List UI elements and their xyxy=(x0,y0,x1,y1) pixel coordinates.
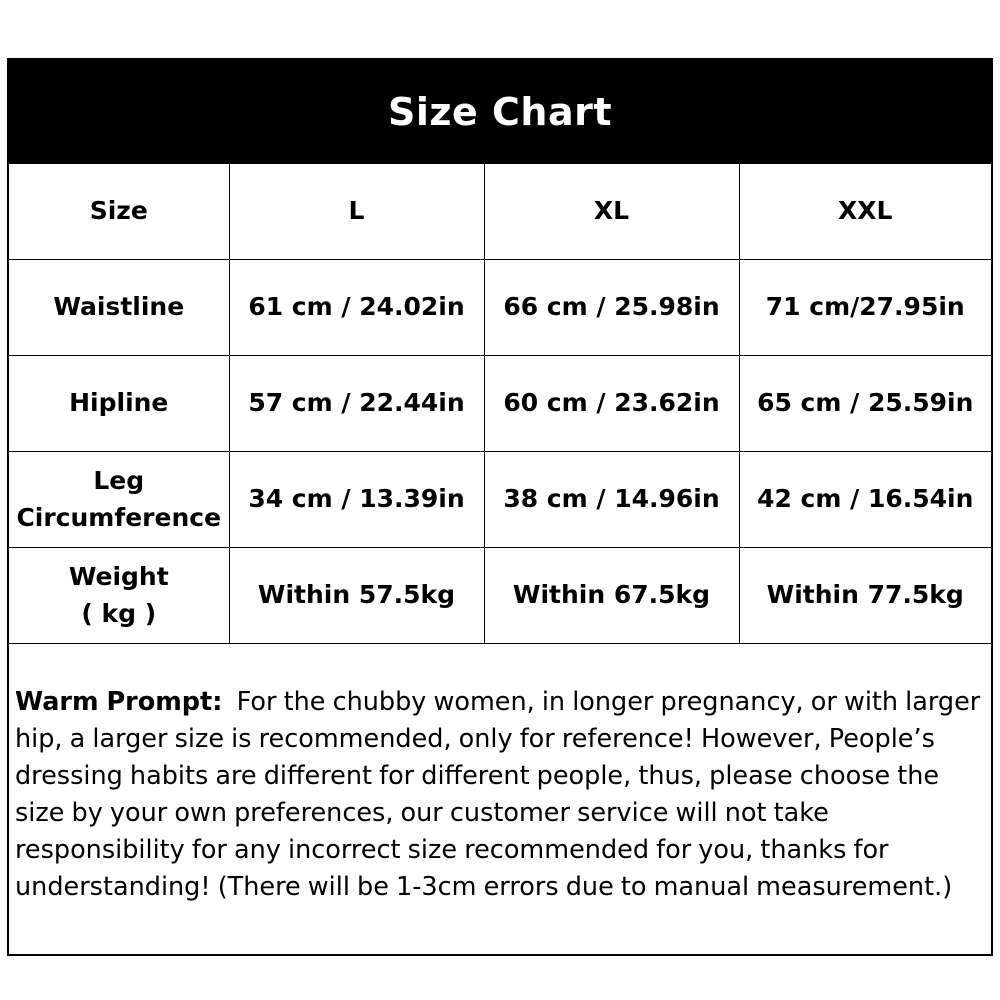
cell-weight-xxl: Within 77.5kg xyxy=(739,548,991,644)
cell-hipline-xxl: 65 cm / 25.59in xyxy=(739,356,991,452)
cell-waistline-xxl: 71 cm/27.95in xyxy=(739,260,991,356)
row-label-weight-line2: ( kg ) xyxy=(81,598,157,628)
table-row-hipline xyxy=(9,356,991,452)
warm-prompt-text: For the chubby women, in longer pregnancy, or with larger hip, a larger size is recommended, only for reference! However, People’s dressing habits are different for different people, thus, please choose the size by your own preferences, our customer service will not take responsibility for any incorrect size recommended for you, thanks for understanding! (There will be 1-3cm errors due to manual measurement.) xyxy=(15,687,981,902)
table-row-waistline xyxy=(9,260,991,356)
header-size: Size xyxy=(9,164,229,260)
table-row-weight xyxy=(9,548,991,644)
cell-leg-xxl: 42 cm / 16.54in xyxy=(739,452,991,548)
warm-prompt-label: Warm Prompt: xyxy=(15,687,223,717)
row-label-leg-circumference xyxy=(9,452,229,548)
header-xl: XL xyxy=(484,164,739,260)
header-xxl: XXL xyxy=(739,164,991,260)
row-label-hipline: Hipline xyxy=(9,356,229,452)
size-chart-frame xyxy=(7,58,993,956)
row-label-leg-line2: Circumference xyxy=(16,502,222,532)
size-chart-title: Size Chart xyxy=(9,60,991,164)
row-label-waistline: Waistline xyxy=(9,260,229,356)
cell-hipline-xl: 60 cm / 23.62in xyxy=(484,356,739,452)
table-header-row xyxy=(9,164,991,260)
cell-weight-l: Within 57.5kg xyxy=(229,548,484,644)
cell-hipline-l: 57 cm / 22.44in xyxy=(229,356,484,452)
row-label-weight xyxy=(9,548,229,644)
table-row-leg-circumference xyxy=(9,452,991,548)
size-table xyxy=(9,164,991,644)
cell-waistline-l: 61 cm / 24.02in xyxy=(229,260,484,356)
header-l: L xyxy=(229,164,484,260)
cell-leg-l: 34 cm / 13.39in xyxy=(229,452,484,548)
row-label-weight-line1: Weight xyxy=(68,562,169,592)
cell-weight-xl: Within 67.5kg xyxy=(484,548,739,644)
row-label-leg-line1: Leg xyxy=(93,466,145,496)
cell-leg-xl: 38 cm / 14.96in xyxy=(484,452,739,548)
cell-waistline-xl: 66 cm / 25.98in xyxy=(484,260,739,356)
warm-prompt xyxy=(9,644,991,906)
